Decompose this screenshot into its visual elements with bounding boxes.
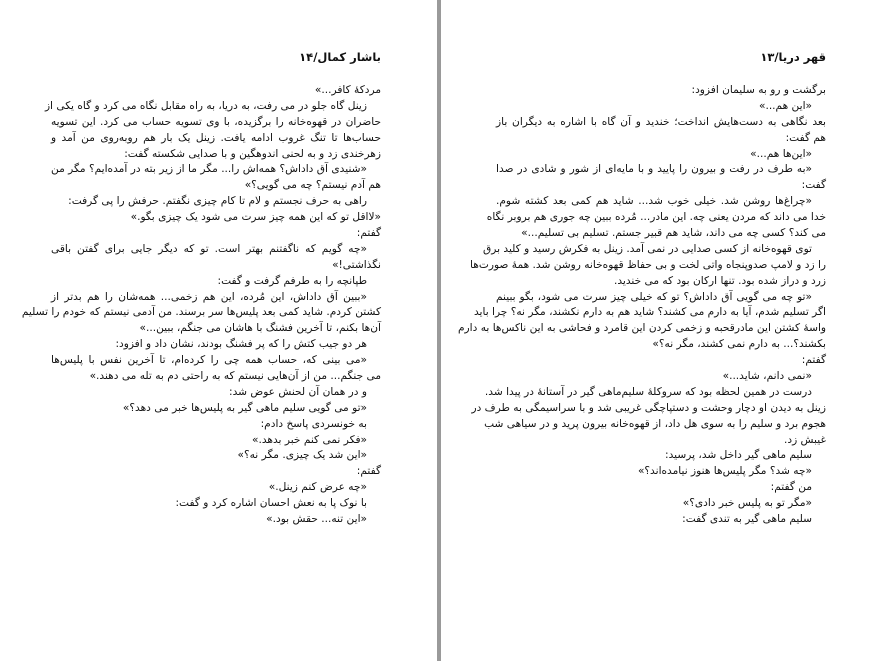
text-line: حاضران در قهوه‌خانه را برگزیده، با وی تسویه حساب می کرد. این تسویه bbox=[51, 115, 381, 128]
right-page-header: قهر دریا/۱۳ bbox=[760, 50, 826, 64]
text-line: هم گفت: bbox=[785, 131, 826, 144]
right-page-body bbox=[458, 83, 826, 528]
text-line: «تو چه می گویی آق داداش؟ تو که خیلی چیز سرت می شود، بگو ببینم bbox=[496, 290, 812, 303]
text-line: توی قهوه‌خانه از کسی صدایی در نمی آمد. زینل به فکرش رسید و کلید برق bbox=[483, 242, 812, 255]
text-line: گفت: bbox=[801, 179, 826, 192]
text-line: اگر تسلیم شدم، آیا به دارم می کشند؟ شاید هم به دارم نکشند، مگر نه؟ چرا باید bbox=[473, 306, 826, 319]
text-line: گفتم: bbox=[801, 354, 826, 367]
text-line: زینل به دیدن او دچار وحشت و دستپاچگی غریبی شد و با سراسیمگی به طرف در bbox=[471, 401, 826, 414]
text-line: من گفتم: bbox=[770, 481, 812, 494]
text-line: گفتم: bbox=[356, 465, 381, 478]
left-page-header: باشار کمال/۱۴ bbox=[299, 50, 381, 64]
text-line: به خونسردی پاسخ دادم: bbox=[260, 417, 367, 430]
text-line: گفتم: bbox=[356, 227, 381, 240]
text-line: «چه عرض کنم زینل.» bbox=[268, 481, 367, 494]
text-line: «به طرف در رفت و بیرون را پایید و با مایه‌ای از شور و شادی در صدا bbox=[496, 163, 812, 176]
text-line: «چراغ‌ها روشن شد. خیلی خوب شد... شاید هم کمی بعد کشته شوم. bbox=[496, 195, 812, 208]
text-line: غیبش زد. bbox=[783, 433, 826, 446]
left-page bbox=[0, 0, 437, 661]
left-page-body bbox=[21, 83, 381, 528]
text-line: نگذاشتی!» bbox=[332, 258, 381, 271]
text-line: زهرخندی زد و به لحنی اندوهگین و با صدایی شکسته گفت: bbox=[124, 147, 381, 160]
text-line: «چه شد؟ مگر پلیس‌ها هنوز نیامده‌اند؟» bbox=[637, 465, 812, 478]
text-line: آن‌ها بکنم، تا آخرین فشنگ با هاشان می جنگم، ببین...» bbox=[139, 322, 381, 335]
text-line: می جنگم... من از آن‌هایی نیستم که به راحتی دم به تله می دهند.» bbox=[89, 370, 381, 383]
text-line: «ببین آق داداش، این مُرده، این هم زخمی... همه‌شان را هم بدتر از bbox=[51, 290, 367, 303]
text-line: «می بینی که، حساب همه چی را کرده‌ام، تا آخرین نفس با پلیس‌ها bbox=[51, 354, 367, 367]
text-line: «نمی دانم، شاید...» bbox=[722, 370, 812, 383]
text-line: «فکر نمی کنم خبر بدهد.» bbox=[251, 433, 367, 446]
text-line: سلیم ماهی گیر به تندی گفت: bbox=[682, 513, 812, 526]
text-line: حساب‌ها تا تنگ غروب ادامه یافت. زینل یک بار هم رو‌به‌روی من آمد و bbox=[51, 131, 381, 144]
text-line: هر دو جیب کتش را که پر فشنگ بودند، نشان داد و افزود: bbox=[115, 338, 367, 351]
text-line: بعد نگاهی به دست‌هایش انداخت؛ خندید و آن گاه با اشاره به دیگران باز bbox=[496, 115, 826, 128]
text-line: کشتن کردم. شاید کمی بعد پلیس‌ها سر برسند. من آدمی نیستم که خودم را تسلیم bbox=[21, 306, 381, 319]
text-line: برگشت و رو به سلیمان افزود: bbox=[691, 84, 826, 96]
text-line: زرد و دراز شده بود. تنها ارکان بود که می خندید. bbox=[613, 274, 826, 287]
text-line: و در همان آن لحنش عوض شد: bbox=[229, 385, 367, 398]
text-line: هجوم برد و سلیم را به سوی هل داد، از قهوه‌خانه بیرون پرید و در سیاهی شب bbox=[484, 417, 826, 430]
text-line: «این شد یک چیزی. مگر نه؟» bbox=[237, 449, 367, 462]
text-line: مردکهٔ کافر...» bbox=[314, 84, 381, 96]
text-line: «این تنه... حقش بود.» bbox=[266, 513, 367, 526]
text-line: با نوک پا به نعش احسان اشاره کرد و گفت: bbox=[175, 497, 367, 510]
text-line: را زد و لامپ صدوپنجاه واتی لخت و بی حفاظ قهوه‌خانه روشن شد. همهٔ صورت‌ها bbox=[470, 258, 826, 271]
text-line: طپانچه را به طرفم گرفت و گفت: bbox=[217, 274, 367, 287]
right-page bbox=[441, 0, 884, 661]
text-line: بکشند؟... به دارم نمی کشند، مگر نه؟» bbox=[652, 338, 826, 351]
text-line: می کند؟ کسی چه می داند، شاید هم قبیر جستم. تسلیم بی تسلیم...» bbox=[521, 227, 826, 240]
text-line: خدا می داند که مردن یعنی چه. این مادر... مُرده ببین چه جوری هم بروبر نگاه bbox=[486, 211, 826, 224]
text-line: «شنیدی آق داداش؟ همه‌اش را... مگر ما از زیر بته در آمده‌ایم؟ مگر من bbox=[51, 163, 367, 176]
text-line: واسهٔ کشتن این مادرقحبه و زخمی کردن این قامرد و فحاشی به این ناکس‌ها به دارم bbox=[458, 322, 826, 335]
text-line: «مگر تو به پلیس خبر دادی؟» bbox=[682, 497, 812, 510]
text-line: هم آدم نیستم؟ چه می گویی؟» bbox=[244, 179, 381, 192]
text-line: راهی به حرف نجستم و لام تا کام چیزی نگفتم. حرفش را پی گرفت: bbox=[68, 195, 367, 208]
text-line: درست در همین لحظه بود که سروکلهٔ سلیم‌ماهی گیر در آستانهٔ در پیدا شد. bbox=[484, 385, 812, 398]
text-line: سلیم ماهی گیر داخل شد، پرسید: bbox=[665, 449, 812, 462]
text-line: «چه گویم که نا‌گفتنم بهتر است. تو که دیگر جایی برای گفتن باقی bbox=[51, 242, 367, 255]
text-line: «این‌ها هم...» bbox=[750, 147, 812, 160]
text-line: زینل گاه جلو در می رفت، به دریا، به راه مقابل نگاه می کرد و گاه یکی از bbox=[44, 99, 367, 112]
text-line: «لااقل تو که این همه چیز سرت می شود یک چیزی بگو.» bbox=[130, 211, 381, 224]
text-line: «این هم...» bbox=[758, 99, 812, 112]
text-line: «تو می گویی سلیم ماهی گیر به پلیس‌ها خبر می دهد؟» bbox=[122, 401, 367, 414]
